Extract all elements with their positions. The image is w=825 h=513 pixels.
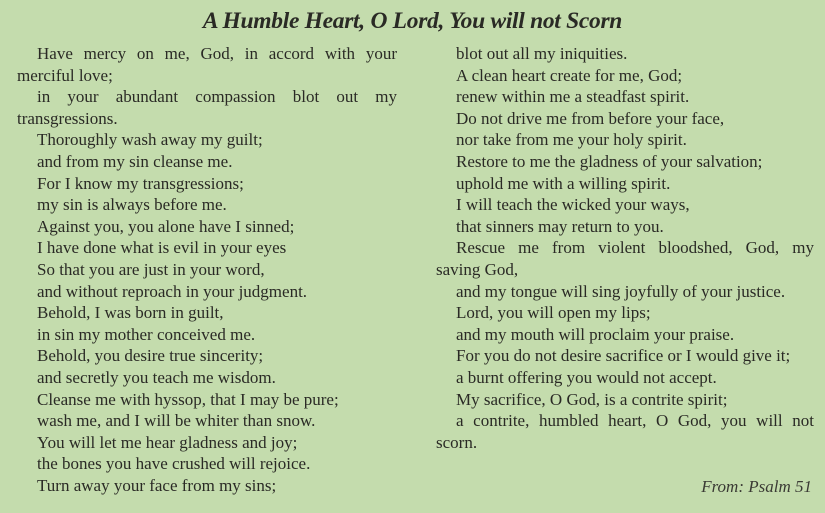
verse-line: Turn away your face from my sins; xyxy=(37,475,277,495)
right-column xyxy=(436,43,814,453)
verse-line: and my tongue will sing joyfully of your justice. xyxy=(456,281,786,301)
verse-line: Behold, you desire true sincerity; xyxy=(37,346,264,366)
verse-line: So that you are just in your word, xyxy=(37,259,265,279)
verse-line: Against you, you alone have I sinned; xyxy=(37,216,295,236)
verse-line: Do not drive me from before your face, xyxy=(456,108,725,128)
verse-line: transgressions. xyxy=(17,108,118,128)
verse-line: nor take from me your holy spirit. xyxy=(456,130,687,150)
verse-line: and my mouth will proclaim your praise. xyxy=(456,324,735,344)
verse-line: Rescue me from violent bloodshed, God, my xyxy=(456,238,814,258)
left-column xyxy=(17,43,397,496)
verse-line: and secretly you teach me wisdom. xyxy=(37,367,276,387)
verse-line: saving God, xyxy=(436,259,519,279)
verse-line: Cleanse me with hyssop, that I may be pure; xyxy=(37,389,339,409)
verse-line: a burnt offering you would not accept. xyxy=(456,367,717,387)
verse-line: that sinners may return to you. xyxy=(456,216,664,236)
verse-line: A clean heart create for me, God; xyxy=(456,65,683,85)
verse-line: and from my sin cleanse me. xyxy=(37,151,233,171)
verse-line: Behold, I was born in guilt, xyxy=(37,303,224,323)
verse-line: in sin my mother conceived me. xyxy=(37,324,256,344)
verse-line: the bones you have crushed will rejoice. xyxy=(37,454,311,474)
verse-line: Lord, you will open my lips; xyxy=(456,303,651,323)
verse-line: and without reproach in your judgment. xyxy=(37,281,308,301)
verse-line: For I know my transgressions; xyxy=(37,173,244,193)
verse-line: uphold me with a willing spirit. xyxy=(456,173,671,193)
source-citation: From: Psalm 51 xyxy=(701,477,812,496)
verse-line: I will teach the wicked your ways, xyxy=(456,195,690,215)
verse-line: My sacrifice, O God, is a contrite spirit; xyxy=(456,389,728,409)
verse-line: wash me, and I will be whiter than snow. xyxy=(37,411,316,431)
verse-line: scorn. xyxy=(436,432,478,452)
verse-line: Restore to me the gladness of your salvation; xyxy=(456,151,763,171)
verse-line: my sin is always before me. xyxy=(37,195,227,215)
verse-line: renew within me a steadfast spirit. xyxy=(456,87,690,107)
verse-line: in your abundant compassion blot out my xyxy=(37,87,397,107)
verse-line: Have mercy on me, God, in accord with your xyxy=(37,44,397,63)
verse-line: Thoroughly wash away my guilt; xyxy=(37,130,263,150)
verse-line: You will let me hear gladness and joy; xyxy=(37,432,298,452)
verse-line: For you do not desire sacrifice or I would give it; xyxy=(456,346,791,366)
page-title: A Humble Heart, O Lord, You will not Scorn xyxy=(202,8,623,34)
verse-line: merciful love; xyxy=(17,65,113,85)
verse-line: a contrite, humbled heart, O God, you will not xyxy=(456,411,814,431)
verse-line: I have done what is evil in your eyes xyxy=(37,238,287,258)
verse-line: blot out all my iniquities. xyxy=(456,44,628,63)
